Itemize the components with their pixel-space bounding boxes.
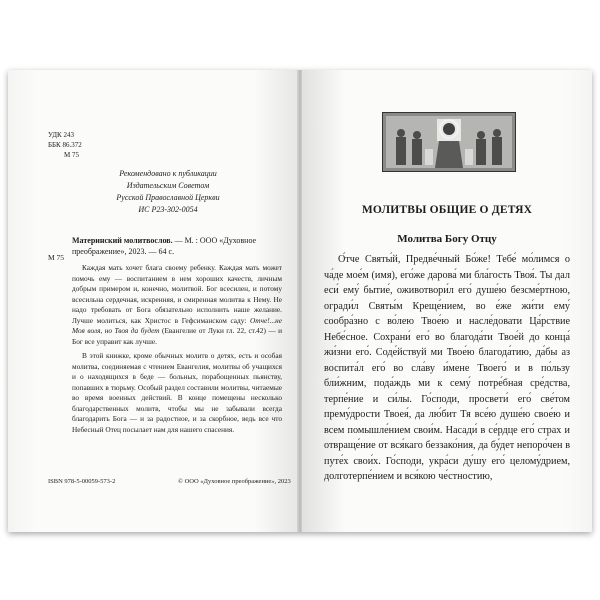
- isbn: ISBN 978-5-00059-573-2: [48, 478, 116, 485]
- bbk-line: ББК 86.372: [48, 141, 82, 149]
- recommendation-line: Рекомендовано к публикации: [119, 169, 217, 178]
- annotation: [72, 263, 282, 435]
- udc-block: [48, 130, 82, 160]
- gospel-quote: Отче!...не Моя воля, но Твоя да будет: [72, 315, 283, 335]
- bibliographic-record: [72, 235, 282, 257]
- udc-line: УДК 243: [48, 131, 74, 139]
- publication-recommendation: [68, 168, 268, 216]
- orthodox-icon-illustration: [382, 112, 516, 172]
- open-book: [8, 70, 592, 532]
- annotation-paragraph: [72, 263, 282, 347]
- copyright: © ООО «Духовное преображение», 2023: [178, 478, 291, 485]
- annotation-text: (Евангелие от Луки гл. 22, ст.42) — и Бог все управит как лучше.: [72, 326, 282, 346]
- publisher-info: — М. : ООО «Духовное преображение», 2023. — 64 с.: [72, 236, 257, 256]
- recommendation-line: Русской Православной Церкви: [116, 193, 220, 202]
- annotation-paragraph: В этой книжке, кроме обычных молитв о детях, есть и особая молитва, соединяемая с чтением Евангелия, молитвы об учащихся и о находящихся в беде — больных, порабощенных пьянству, попавших в тюрьму. Особый раздел составили молитвы, читаемые во время военных действий. В конце помещены несколько благодарственных молитв, чтобы мы не забывали всегда благодарить Бога — и за радостное, и за скорбное, ведь все что Небесный Отец посылает нам для нашего спасения.: [72, 351, 282, 434]
- biblio-code: М 75: [48, 253, 65, 262]
- prayer-text: О́тче Святы́й, Предве́чный Бо́же! Тебе́ мо́лимся о ча́де мое́м (имя), его́же дарова́ ми бла́гость Твоя́. Ты дал еси́ ему́ бытие́, оживотвори́л его́ душе́ю безсме́ртною, огради́л Святы́м Креще́нием, во е́же жи́ти ему́ сообра́зно с во́лею Твое́ю и насле́довати Ца́рствие Небе́сное. Сохрани́ его́ во благода́ти Твое́й до конца́ жи́зни его́. Соде́йствуй ми Твое́ю благода́тию, да́бы аз воспита́л его́ во сла́ву и́мене Твоего́ и в по́льзу бли́жним, пода́ждь ми к сему́ потре́бная сре́дства, терпе́ние и си́лы. Го́споди, просвети́ его́ све́том прему́дрости Твоея́, да лю́бит Тя все́ю душе́ю свое́ю и всем помышле́нием свои́м. Насади́ в се́рдце его́ страх и отвраще́ние от вся́каго беззако́ния, да бу́дет непоро́чен в путе́х свои́х. Го́споди, укра́си ду́шу его́ целому́дрием, долготерпе́нием и вся́кою че́стностию,: [324, 254, 570, 482]
- author-mark-line: М 75: [64, 151, 79, 159]
- left-page: [8, 70, 298, 532]
- recommendation-line: ИС Р23-302-0054: [138, 205, 198, 214]
- prayer-title: Молитва Богу Отцу: [397, 233, 497, 245]
- annotation-text: Каждая мать хочет блага своему ребенку. Каждая мать может помочь ему — воспитанием в нем хороших качеств, личным добрым примером и, конечно, молитвой. Бог всесилен, и потому всесильна сердечная, искренняя, и смиренная молитва к Нему. Не надо требовать от Бога обязательно исполнить наше желание. Лучше молиться, как Христос в Гефсиманском саду:: [72, 263, 282, 325]
- recommendation-line: Издательским Советом: [126, 181, 210, 190]
- right-page: [302, 70, 592, 532]
- section-heading: МОЛИТВЫ ОБЩИЕ О ДЕТЯХ: [361, 204, 533, 216]
- book-title: Материнский молитвослов.: [72, 236, 173, 245]
- icon-illustration-graphic: [383, 113, 515, 171]
